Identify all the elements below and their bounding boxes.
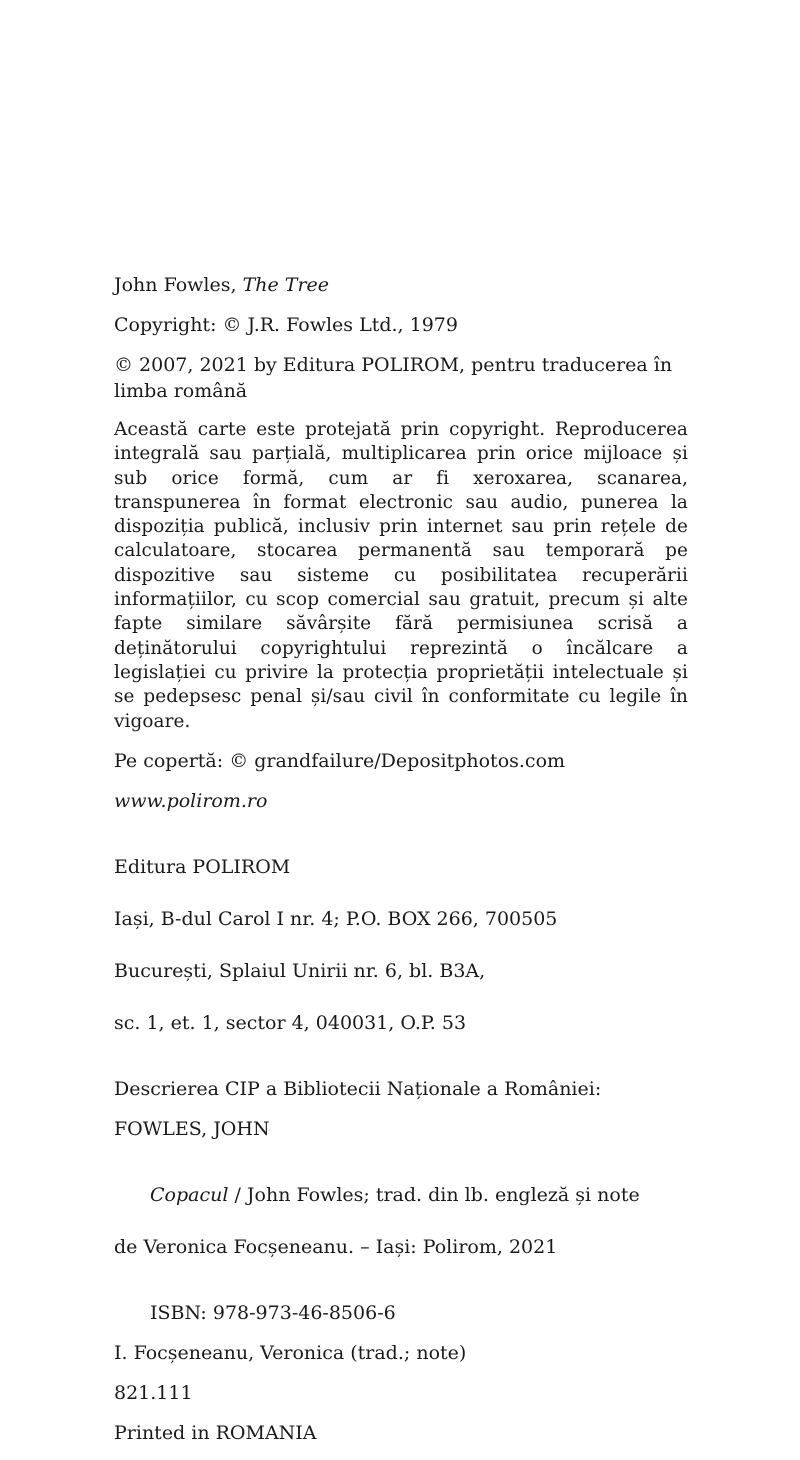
publisher-name: Editura POLIROM	[114, 855, 291, 878]
rights-notice: Această carte este protejată prin copyright. Reproducerea integrală sau parțială, multiplicarea prin orice mijloace și sub orice formă, cum ar fi xeroxarea, scanarea, transpunerea în format electronic sau audio, punerea la dispoziția publică, inclusiv prin internet sau prin rețele de calculatoare, stocarea permanentă sau temporară pe dispozitive sau sisteme cu posibilitatea recuperării informațiilor, cu scop comercial sau gratuit, precum și alte fapte similare săvârșite fără permisiunea scrisă a deținătorului copyrightului reprezintă o încălcare a legislației cu privire la protecția proprietății intelectuale și se pedepsesc penal și/sau civil în conformitate cu legile în vigoare.	[114, 419, 688, 732]
credit-author: John Fowles,	[114, 274, 243, 296]
cip-added-entry: I. Focșeneanu, Veronica (trad.; note)	[114, 1341, 467, 1364]
website-line	[114, 788, 688, 814]
credit-line	[114, 272, 688, 298]
publisher-address-bucuresti-cont: sc. 1, et. 1, sector 4, 040031, O.P. 53	[114, 1011, 467, 1034]
printed-line: Printed in ROMANIA	[114, 1421, 317, 1444]
copyright-page	[114, 272, 688, 1460]
credit-title: The Tree	[242, 274, 330, 296]
cip-work-description	[114, 1156, 688, 1286]
copyright-original: Copyright: © J.R. Fowles Ltd., 1979	[114, 314, 458, 336]
publisher-address-iasi: Iași, B-dul Carol I nr. 4; P.O. BOX 266, 700505	[114, 907, 558, 930]
cip-work-line-1	[114, 1182, 688, 1208]
cip-work-line-2: de Veronica Focșeneanu. – Iași: Polirom, 2021	[114, 1235, 558, 1258]
cip-isbn: ISBN: 978-973-46-8506-6	[150, 1301, 396, 1324]
cip-work-rest-1: / John Fowles; trad. din lb. engleză și note	[228, 1183, 640, 1206]
cip-work-title: Copacul	[150, 1183, 229, 1206]
copyright-translation: © 2007, 2021 by Editura POLIROM, pentru traducerea în limba română	[114, 354, 673, 402]
publisher-address-bucuresti: București, Splaiul Unirii nr. 6, bl. B3A,	[114, 959, 486, 982]
cip-classification: 821.111	[114, 1381, 193, 1404]
cip-main-entry: FOWLES, JOHN	[114, 1117, 270, 1140]
cover-credit: Pe copertă: © grandfailure/Depositphotos.com	[114, 749, 566, 772]
publisher-block	[114, 828, 688, 1062]
website-link[interactable]: www.polirom.ro	[114, 789, 268, 812]
cip-heading: Descrierea CIP a Bibliotecii Naționale a României:	[114, 1077, 602, 1100]
